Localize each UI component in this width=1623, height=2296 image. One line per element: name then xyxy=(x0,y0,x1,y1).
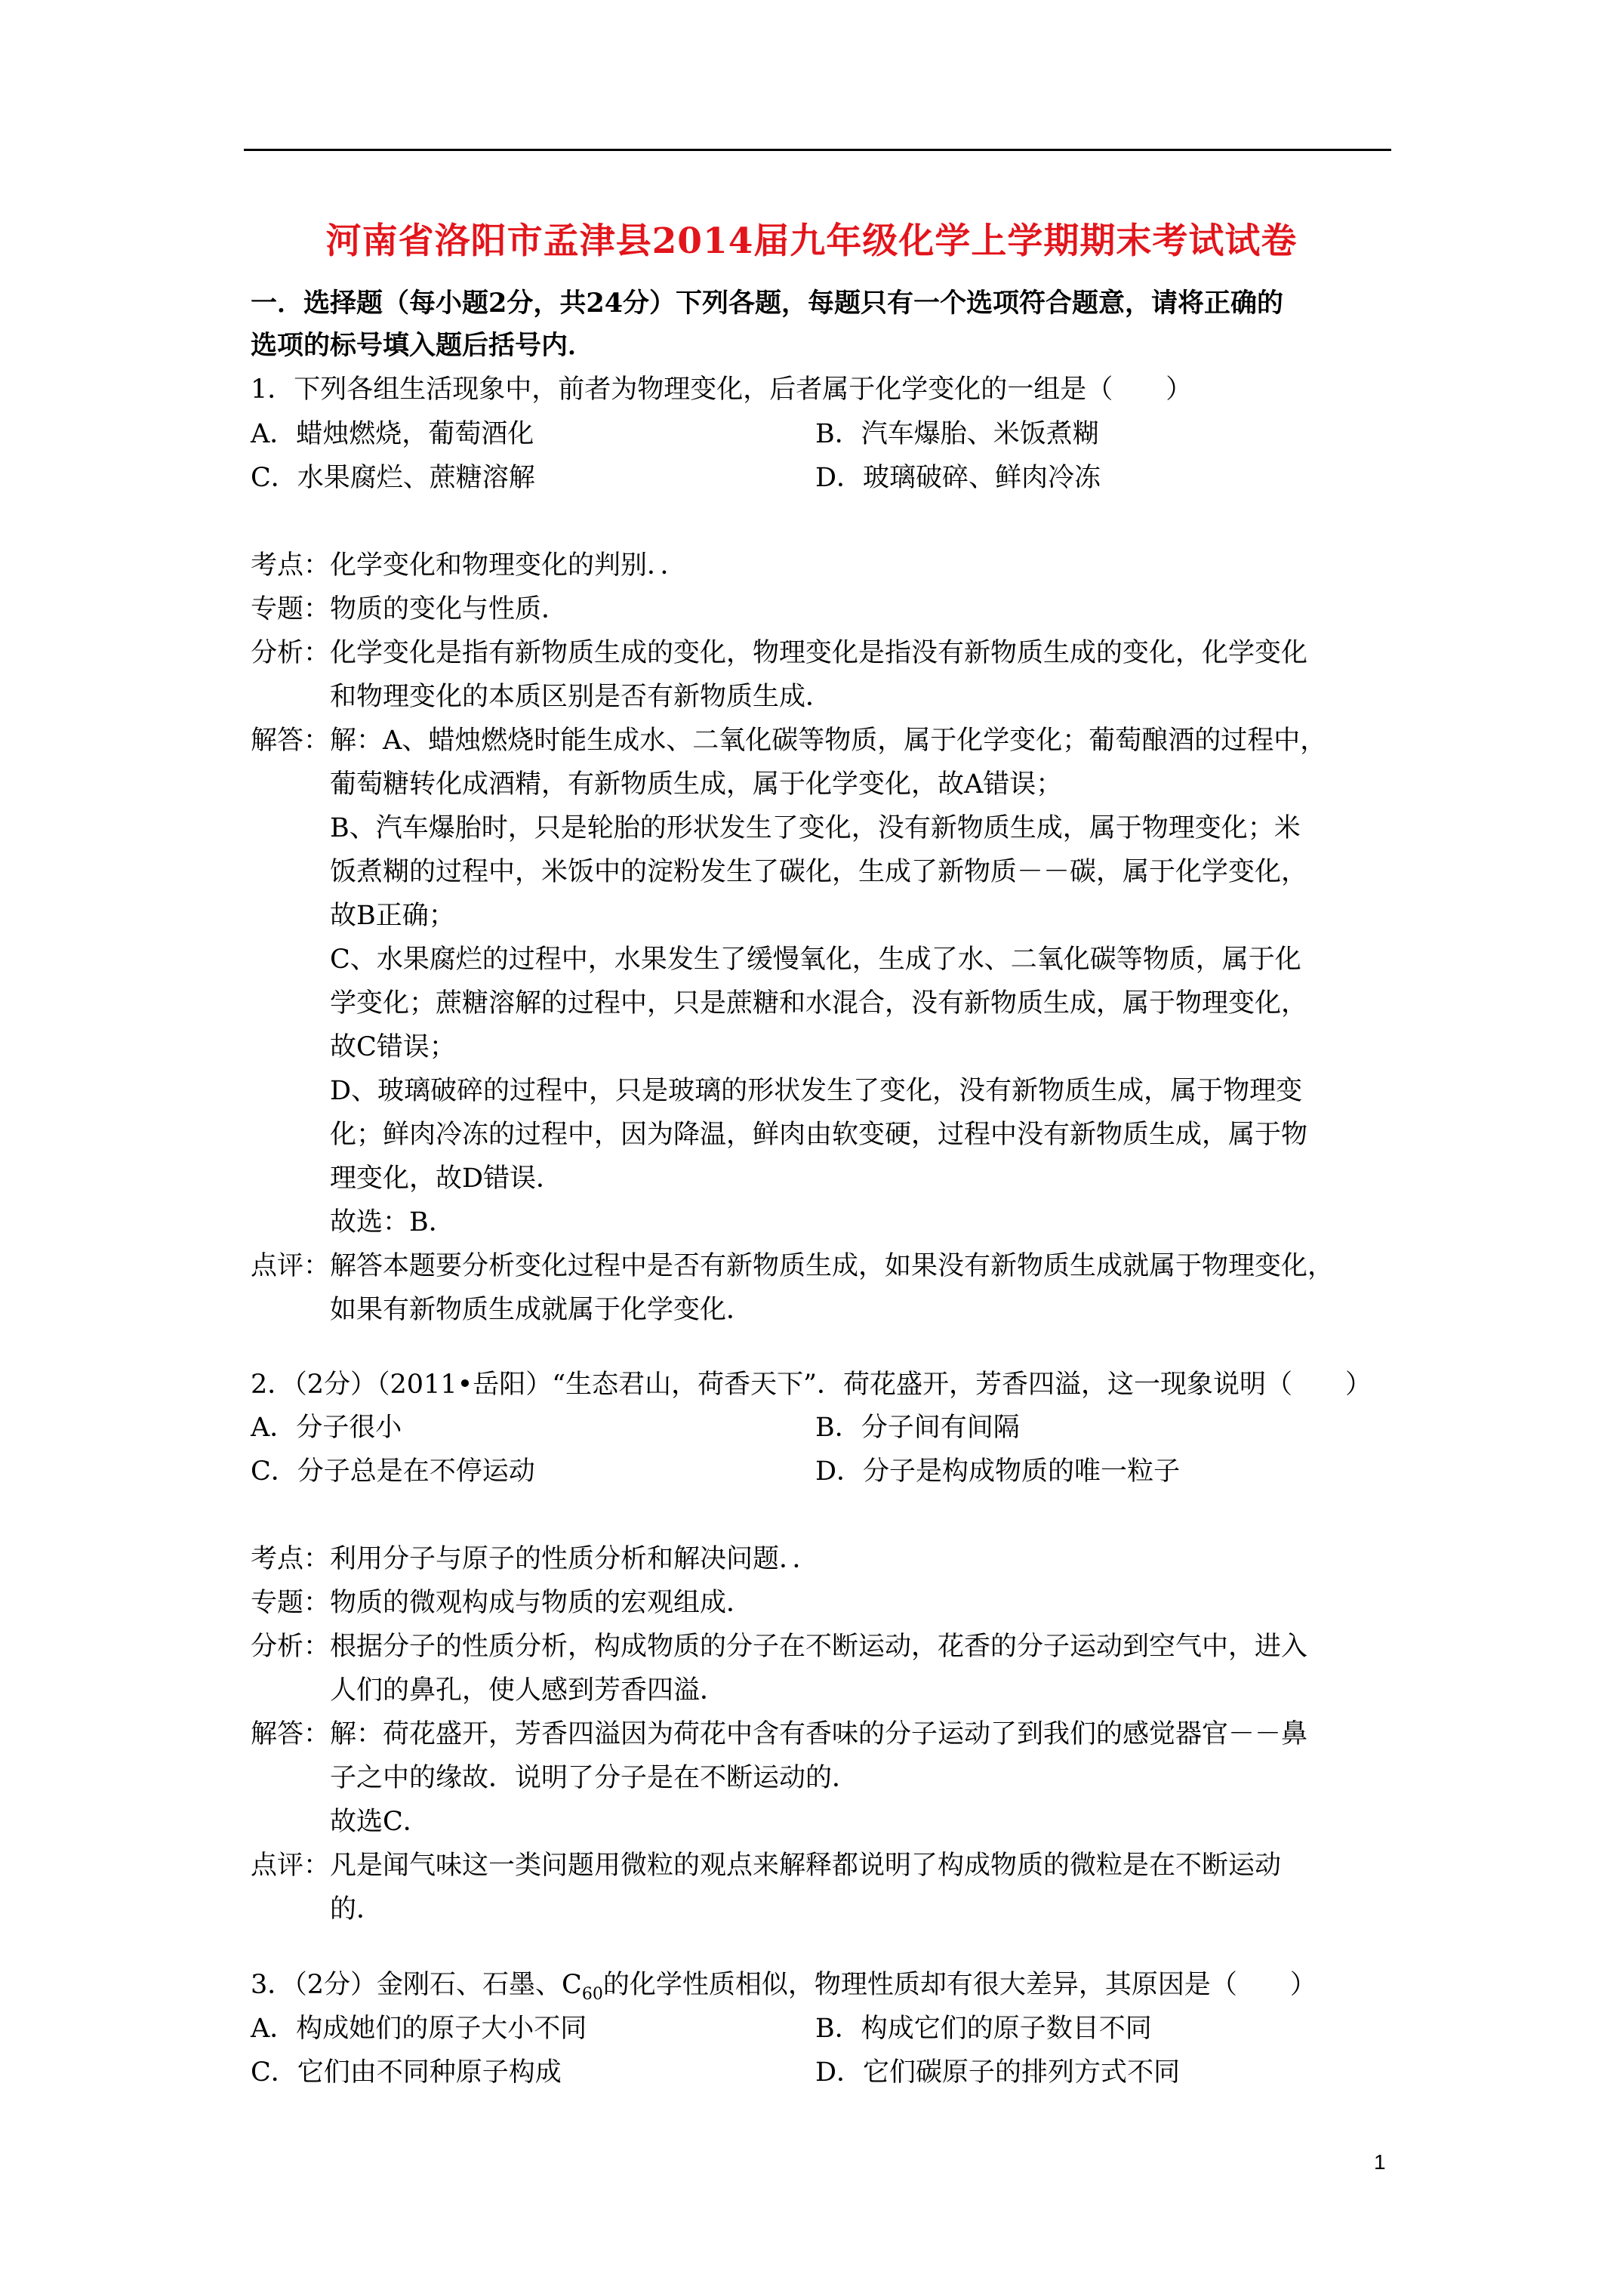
q1-dianping-cont: 如果有新物质生成就属于化学变化． xyxy=(330,1295,753,1325)
q3-option-b: B．构成它们的原子数目不同 xyxy=(815,2014,1152,2044)
q1-option-a: A．蜡烛燃烧，葡萄酒化 xyxy=(251,419,534,449)
q2-option-b: B．分子间有间隔 xyxy=(815,1413,1020,1443)
q2-jieda: 解答：解：荷花盛开，芳香四溢因为荷花中含有香味的分子运动了到我们的感觉器官－－鼻 xyxy=(251,1719,1308,1749)
q1-jieda: 解答：解：A、蜡烛燃烧时能生成水、二氧化碳等物质，属于化学变化；葡萄酿酒的过程中， xyxy=(251,726,1327,756)
q1-jieda-line: 葡萄糖转化成酒精，有新物质生成，属于化学变化，故A错误； xyxy=(330,769,1063,800)
q1-jieda-line: 理变化，故D错误． xyxy=(330,1163,563,1194)
q3-option-c: C．它们由不同种原子构成 xyxy=(251,2057,562,2088)
section-heading: 一．选择题（每小题2分，共24分）下列各题，每题只有一个选项符合题意，请将正确的 xyxy=(251,288,1284,319)
q3-option-d: D．它们碳原子的排列方式不同 xyxy=(815,2057,1181,2088)
q1-jieda-line: B、汽车爆胎时，只是轮胎的形状发生了变化，没有新物质生成，属于物理变化；米 xyxy=(330,813,1301,843)
q1-stem: 1．下列各组生活现象中，前者为物理变化，后者属于化学变化的一组是（ ） xyxy=(251,374,1193,405)
q2-stem: 2．（2分）（2011•岳阳）“生态君山，荷香天下”．荷花盛开，芳香四溢，这一现象说明（ ） xyxy=(251,1370,1372,1400)
q2-dianping-cont: 的． xyxy=(330,1894,383,1925)
page-number: 1 xyxy=(1374,2150,1386,2174)
q3-stem-subscript: 60 xyxy=(581,1985,603,2004)
q1-option-b: B．汽车爆胎、米饭煮糊 xyxy=(815,419,1099,449)
q2-fenxi: 分析：根据分子的性质分析，构成物质的分子在不断运动，花香的分子运动到空气中，进入 xyxy=(251,1632,1308,1662)
q2-zhuanti: 专题：物质的微观构成与物质的宏观组成． xyxy=(251,1588,753,1618)
q3-option-a: A．构成她们的原子大小不同 xyxy=(251,2014,587,2044)
q1-dianping: 点评：解答本题要分析变化过程中是否有新物质生成，如果没有新物质生成就属于物理变化， xyxy=(251,1251,1335,1281)
q1-jieda-line: D、玻璃破碎的过程中，只是玻璃的形状发生了变化，没有新物质生成，属于物理变 xyxy=(330,1076,1303,1106)
q1-jieda-line: 故B正确； xyxy=(330,901,455,931)
q1-jieda-line: 化；鲜肉冷冻的过程中，因为降温，鲜肉由软变硬，过程中没有新物质生成，属于物 xyxy=(330,1120,1308,1150)
q3-stem-pre: 3．（2分）金刚石、石墨、C xyxy=(251,1970,582,2000)
q2-jieda-line: 子之中的缘故．说明了分子是在不断运动的． xyxy=(330,1763,859,1793)
q2-dianping: 点评：凡是闻气味这一类问题用微粒的观点来解释都说明了构成物质的微粒是在不断运动 xyxy=(251,1851,1282,1881)
q1-zhuanti: 专题：物质的变化与性质． xyxy=(251,594,568,624)
q1-jieda-line: 饭煮糊的过程中，米饭中的淀粉发生了碳化，生成了新物质－－碳，属于化学变化， xyxy=(330,857,1308,887)
q1-fenxi: 分析：化学变化是指有新物质生成的变化，物理变化是指没有新物质生成的变化，化学变化 xyxy=(251,638,1308,668)
page-title: 河南省洛阳市孟津县2014届九年级化学上学期期末考试试卷 xyxy=(325,220,1298,262)
q1-jieda-line: 学变化；蔗糖溶解的过程中，只是蔗糖和水混合，没有新物质生成，属于物理变化， xyxy=(330,988,1308,1019)
q1-kaodian: 考点：化学变化和物理变化的判别．． xyxy=(251,550,687,581)
q2-kaodian: 考点：利用分子与原子的性质分析和解决问题．． xyxy=(251,1544,819,1574)
q3-stem xyxy=(251,1968,1317,2011)
q2-option-a: A．分子很小 xyxy=(251,1413,402,1443)
q2-option-c: C．分子总是在不停运动 xyxy=(251,1456,535,1487)
q1-fenxi-cont: 和物理变化的本质区别是否有新物质生成． xyxy=(330,682,833,712)
q1-jieda-line: 故C错误； xyxy=(330,1032,456,1062)
q3-stem-post: 的化学性质相似，物理性质却有很大差异，其原因是（ ） xyxy=(602,1970,1317,2000)
q1-option-c: C．水果腐烂、蔗糖溶解 xyxy=(251,463,535,493)
q1-jieda-answer: 故选：B． xyxy=(330,1207,455,1237)
header-rule xyxy=(244,149,1391,151)
q2-jieda-answer: 故选C． xyxy=(330,1807,430,1837)
section-heading-cont: 选项的标号填入题后括号内． xyxy=(251,330,595,361)
q1-jieda-line: C、水果腐烂的过程中，水果发生了缓慢氧化，生成了水、二氧化碳等物质，属于化 xyxy=(330,945,1301,975)
q1-option-d: D．玻璃破碎、鲜肉冷冻 xyxy=(815,463,1101,493)
q2-option-d: D．分子是构成物质的唯一粒子 xyxy=(815,1456,1181,1487)
q2-fenxi-cont: 人们的鼻孔，使人感到芳香四溢． xyxy=(330,1675,727,1706)
